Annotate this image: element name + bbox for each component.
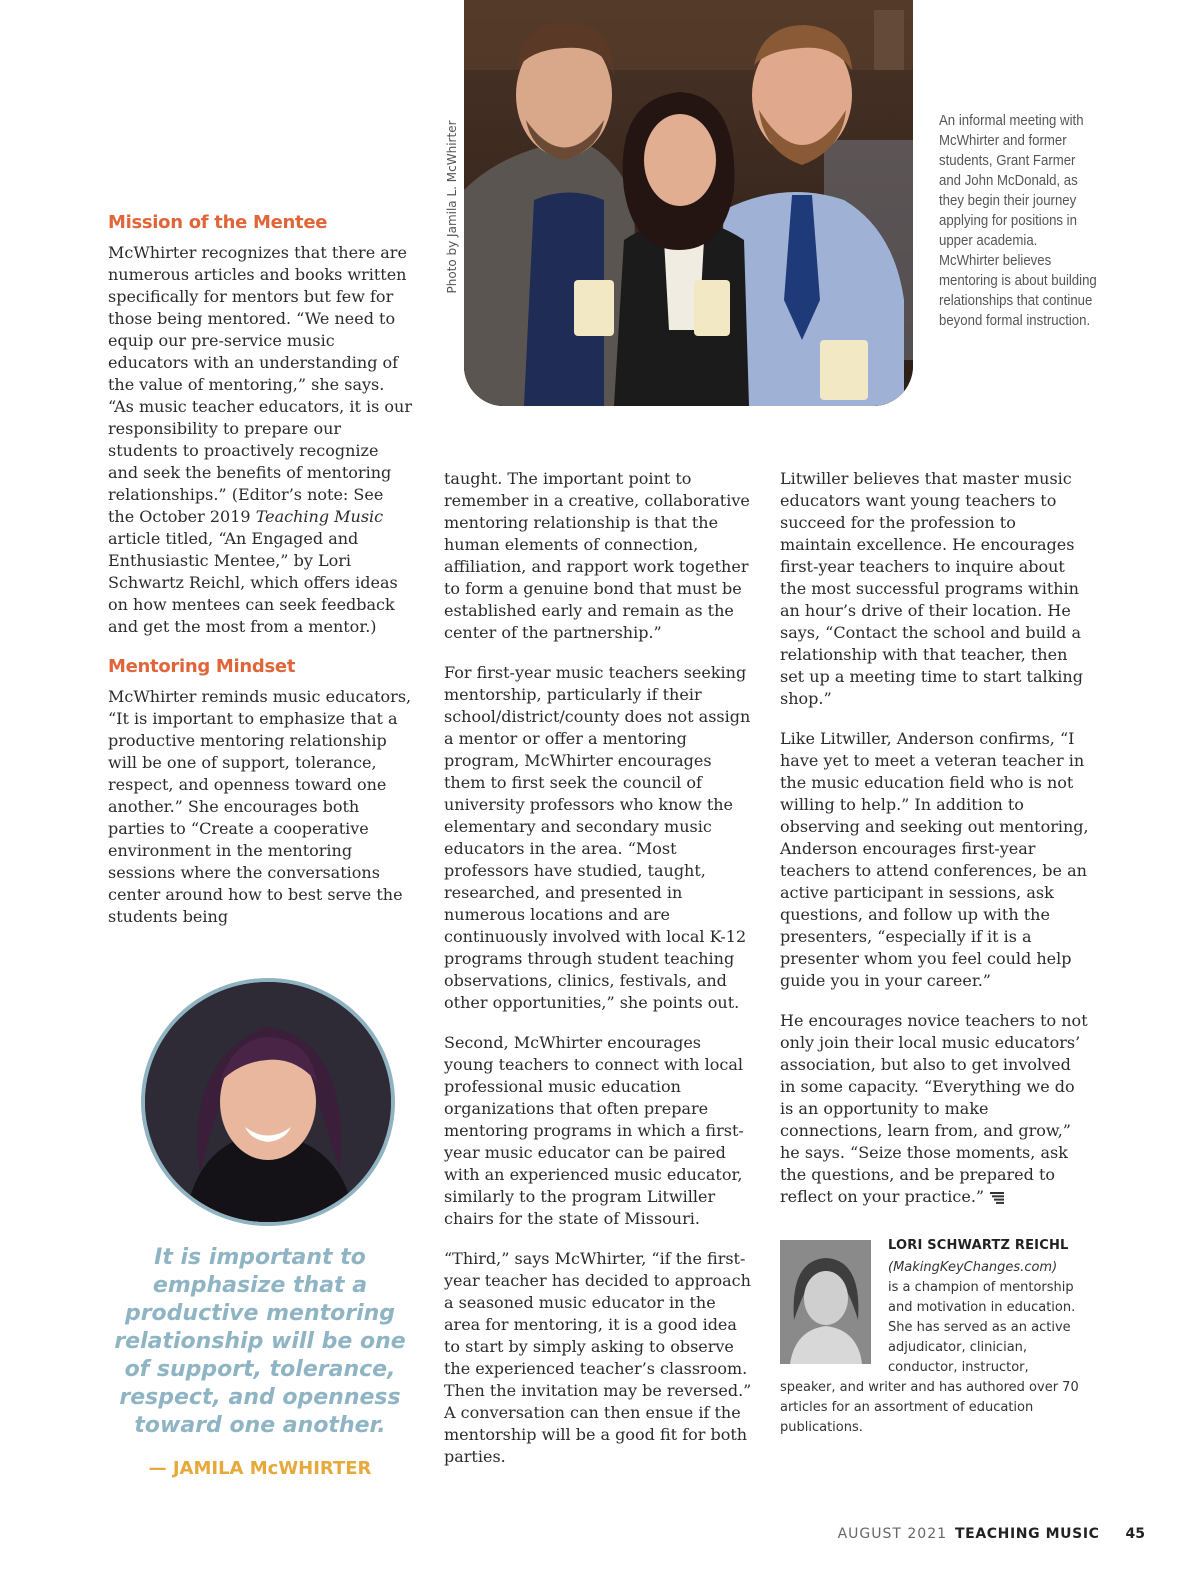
author-name: LORI SCHWARTZ REICHL [888, 1238, 1069, 1253]
publication-title: Teaching Music [255, 507, 384, 526]
bio-line: conductor, instructor, [888, 1360, 1029, 1375]
column-1 [108, 212, 413, 946]
section-heading-mindset: Mentoring Mindset [108, 656, 296, 677]
portrait-jamila-mcwhirter [141, 978, 395, 1226]
magazine-name: TEACHING MUSIC [955, 1526, 1100, 1542]
paragraph: For first-year music teachers seeking mentorship, particularly if their school/district/county does not assign a mentor or offer a mentoring program, McWhirter encourages them to first seek the council of university professors who know the elementary and secondary music educators in the area. “Most professors have studied, taught, researched, and presented in numerous locations and are continuously involved with local K-12 programs through student teaching observations, clinics, festivals, and other opportunities,” she points out. [444, 663, 751, 1012]
bio-line: adjudicator, clinician, [888, 1340, 1028, 1355]
section-heading-mission: Mission of the Mentee [108, 212, 328, 233]
paragraph-final [780, 1010, 1090, 1208]
author-bio [780, 1258, 1080, 1438]
paragraph-text: article titled, “An Engaged and Enthusiastic Mentee,” by Lori Schwartz Reichl, which offers ideas on how mentees can seek feedback and get the most from a mentor.) [108, 529, 398, 636]
column-2 [444, 468, 754, 1486]
photo-caption: An informal meeting with McWhirter and former students, Grant Farmer and John McDonald, as they begin their journey applying for positions in upper academia. McWhirter believes mentoring is about building relationships that continue beyond formal instruction. [939, 112, 1097, 329]
paragraph-text: McWhirter recognizes that there are numerous articles and books written specifically for mentors but few for those being mentored. “We need to equip our pre-service music educators with an understanding of the value of mentoring,” she says. “As music teacher educators, it is our responsibility to prepare our students to proactively recognize and seek the benefits of mentoring relationships.” (Editor’s note: See the October 2019 [108, 243, 412, 526]
bio-line: and motivation in education. [888, 1300, 1076, 1315]
page-footer [838, 1526, 1145, 1542]
group-photo-illustration [464, 0, 913, 406]
column-3 [780, 468, 1090, 1226]
paragraph: McWhirter reminds music educators, “It is important to emphasize that a productive mentoring relationship will be one of support, tolerance, respect, and openness toward one another.” She encourages both parties to “Create a cooperative environment in the mentoring sessions where the conversations center around how to best serve the students being [108, 687, 412, 926]
portrait-illustration [145, 982, 391, 1222]
author-website: (MakingKeyChanges.com) [888, 1260, 1058, 1275]
issue-date: AUGUST 2021 [837, 1526, 948, 1542]
paragraph-text: He encourages novice teachers to not only join their local music educators’ association, but also to get involved in some capacity. “Everything we do is an opportunity to make connections, learn from, and grow,” he says. “Seize those moments, ask the questions, and be prepared to reflect on your practice.” [780, 1011, 1088, 1206]
photo-credit-text: Photo by Jamila L. McWhirter [445, 120, 459, 294]
end-mark-icon [990, 1192, 1004, 1204]
photo-credit [432, 110, 472, 310]
paragraph: Second, McWhirter encourages young teachers to connect with local professional music education organizations that often prepare mentoring programs in which a first-year music educator can be paired with an experienced music educator, similarly to the program Litwiller chairs for the state of Missouri. [444, 1033, 744, 1228]
paragraph: taught. The important point to remember in a creative, collaborative mentoring relationship is that the human elements of connection, affiliation, and rapport work together to form a genuine bond that must be established early and remain as the center of the partnership.” [444, 469, 750, 642]
bio-line: speaker, and writer and has authored over 70 articles for an assortment of education publications. [780, 1380, 1079, 1435]
paragraph: Like Litwiller, Anderson confirms, “I have yet to meet a veteran teacher in the music education field who is not willing to help.” In addition to observing and seeking out mentoring, Anderson encourages first-year teachers to attend conferences, be an active participant in sessions, ask questions, and follow up with the presenters, “especially if it is a presenter whom you feel could help guide you in your career.” [780, 729, 1089, 990]
paragraph: “Third,” says McWhirter, “if the first-year teacher has decided to approach a seasoned music educator in the area for mentoring, it is a good idea to start by simply asking to observe the experienced teacher’s classroom. Then the invitation may be reversed.” A conversation can then ensue if the mentorship will be a good fit for both parties. [444, 1249, 752, 1466]
bio-line: She has served as an active [888, 1320, 1071, 1335]
pull-quote-attribution: — JAMILA McWHIRTER [148, 1458, 372, 1479]
bio-line: is a champion of mentorship [888, 1280, 1074, 1295]
paragraph: Litwiller believes that master music educators want young teachers to succeed for the profession to maintain excellence. He encourages first-year teachers to inquire about the most successful programs within an hour’s drive of their location. He says, “Contact the school and build a relationship with that teacher, then set up a meeting time to start talking shop.” [780, 469, 1083, 708]
page-number: 45 [1125, 1526, 1145, 1542]
paragraph [108, 242, 413, 638]
pull-quote: It is important to emphasize that a productive mentoring relationship will be one of support, tolerance, respect, and openness toward one another. [114, 1245, 406, 1438]
group-photo [464, 0, 913, 406]
